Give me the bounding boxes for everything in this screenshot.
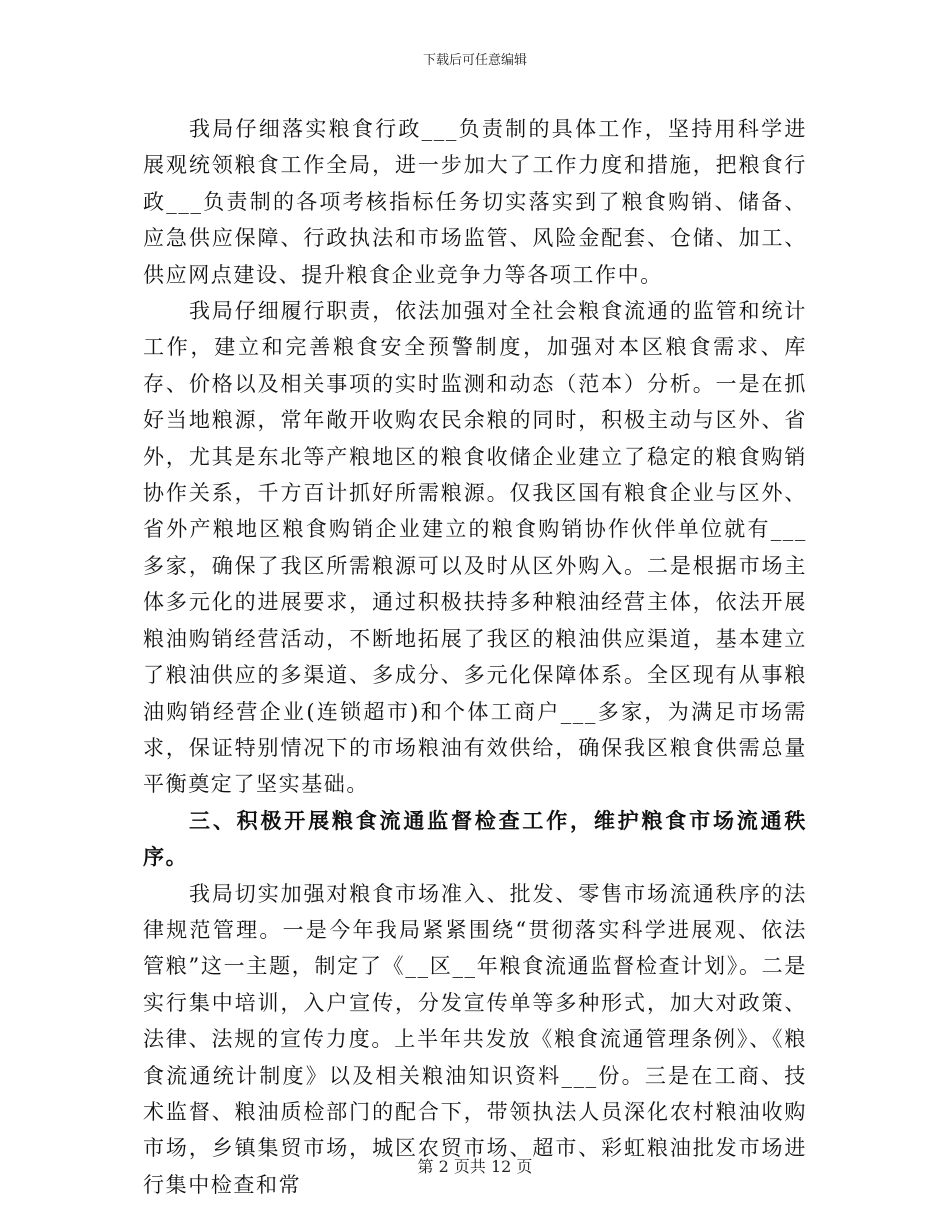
paragraph-grain-supply-monitoring: 我局仔细履行职责，依法加强对全社会粮食流通的监管和统计工作，建立和完善粮食安全预警制度，加强对本区粮食需求、库存、价格以及相关事项的实时监测和动态（范本）分析。一是在抓好当地粮源，常年敞开收购农民余粮的同时，积极主动与区外、省外，尤其是东北等产粮地区的粮食收储企业建立了稳定的粮食购销协作关系，千方百计抓好所需粮源。仅我区国有粮食企业与区外、省外产粮地区粮食购销企业建立的粮食购销协作伙伴单位就有___多家，确保了我区所需粮源可以及时从区外购入。二是根据市场主体多元化的进展要求，通过积极扶持多种粮油经营主体，依法开展粮油购销经营活动，不断地拓展了我区的粮油供应渠道，基本建立了粮油供应的多渠道、多成分、多元化保障体系。全区现有从事粮油购销经营企业(连锁超市)和个体工商户___多家，为满足市场需求，保证特别情况下的市场粮油有效供给，确保我区粮食供需总量平衡奠定了坚实基础。 bbox=[143, 299, 807, 797]
section-heading-three: 三、积极开展粮食流通监督检查工作，维护粮食市场流通秩序。 bbox=[143, 807, 807, 870]
page-number-footer: 第 2 页共 12 页 bbox=[417, 1157, 533, 1176]
document-body bbox=[143, 111, 807, 1203]
paragraph-market-supervision: 我局切实加强对粮食市场准入、批发、零售市场流通秩序的法律规范管理。一是今年我局紧紧围绕“贯彻落实科学进展观、依法管粮”这一主题，制定了《__区__年粮食流通监督检查计划》。二是实行集中培训，入户宣传，分发宣传单等多种形式，加大对政策、法律、法规的宣传力度。上半年共发放《粮食流通管理条例》、《粮食流通统计制度》以及相关粮油知识资料___份。三是在工商、技术监督、粮油质检部门的配合下，带领执法人员深化农村粮油收购市场，乡镇集贸市场，城区农贸市场、超市、彩虹粮油批发市场进行集中检查和常 bbox=[143, 881, 807, 1197]
page-header: 下载后可任意编辑 bbox=[422, 53, 527, 68]
paragraph-responsibility-system: 我局仔细落实粮食行政___负责制的具体工作，坚持用科学进展观统领粮食工作全局，进一步加大了工作力度和措施，把粮食行政___负责制的各项考核指标任务切实落实到了粮食购销、储备、应急供应保障、行政执法和市场监管、风险金配套、仓储、加工、供应网点建设、提升粮食企业竞争力等各项工作中。 bbox=[143, 117, 807, 287]
